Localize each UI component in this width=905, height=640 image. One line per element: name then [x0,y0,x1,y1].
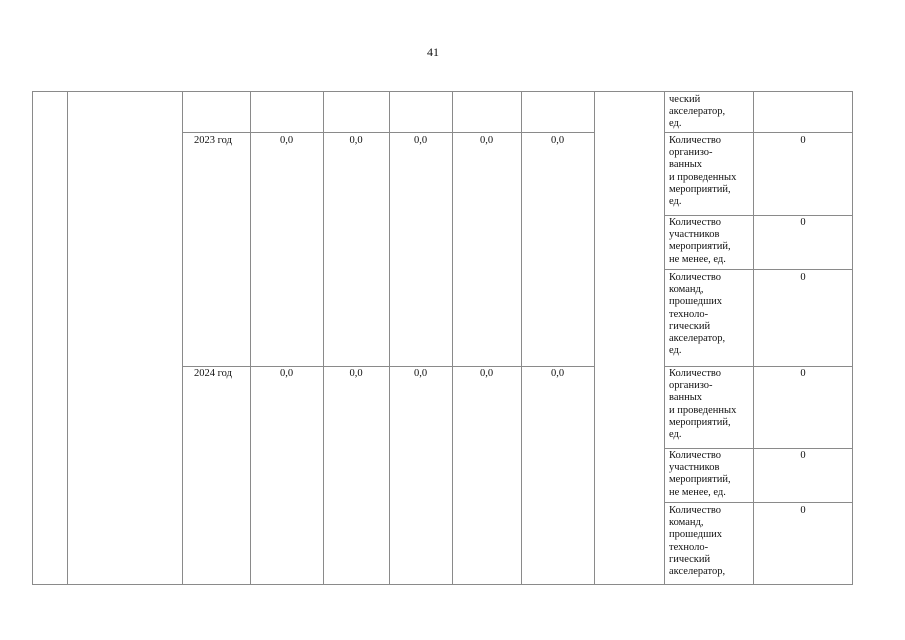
column-divider [594,91,595,584]
value-cell: 0,0 [550,368,565,379]
value-cell: 0,0 [349,368,363,379]
row-divider [664,269,853,270]
column-divider [323,91,324,584]
table-border-top [32,91,853,92]
year-label: 2023 год [194,135,232,146]
indicator-value: 0 [800,135,806,146]
value-cell: 0,0 [349,135,363,146]
table-border-bottom [32,584,853,585]
row-divider [664,502,853,503]
indicator-name: Количество участников мероприятий, не менее, ед. [669,450,731,498]
indicator-name: Количество команд, прошедших техноло- гический акселератор, [669,505,726,578]
indicator-name: Количество команд, прошедших техноло- гический акселератор, ед. [669,272,726,357]
value-cell: 0,0 [413,135,428,146]
row-divider [182,366,595,367]
value-cell: 0,0 [479,135,494,146]
column-divider [250,91,251,584]
row-divider [664,215,853,216]
indicator-name: Количество участников мероприятий, не менее, ед. [669,217,731,265]
value-cell: 0,0 [279,135,294,146]
column-divider [67,91,68,584]
indicator-value: 0 [800,217,806,228]
indicator-value: 0 [800,505,806,516]
row-divider [664,366,853,367]
column-divider [389,91,390,584]
column-divider [452,91,453,584]
value-cell: 0,0 [413,368,428,379]
column-divider [182,91,183,584]
indicator-value: 0 [800,368,806,379]
column-divider [664,91,665,584]
indicator-name: Количество организо- ванных и проведенных мероприятий, ед. [669,368,737,441]
column-divider [521,91,522,584]
page-number: 41 [427,45,439,59]
indicator-continuation: ческий акселератор, ед. [669,94,726,130]
value-cell: 0,0 [550,135,565,146]
indicator-name: Количество организо- ванных и проведенных мероприятий, ед. [669,135,737,208]
indicator-value: 0 [800,450,806,461]
value-cell: 0,0 [479,368,494,379]
row-divider [664,132,853,133]
year-label: 2024 год [194,368,232,379]
row-divider [664,448,853,449]
indicator-value: 0 [800,272,806,283]
value-cell: 0,0 [279,368,294,379]
table-border-left [32,91,33,584]
row-divider [182,132,595,133]
